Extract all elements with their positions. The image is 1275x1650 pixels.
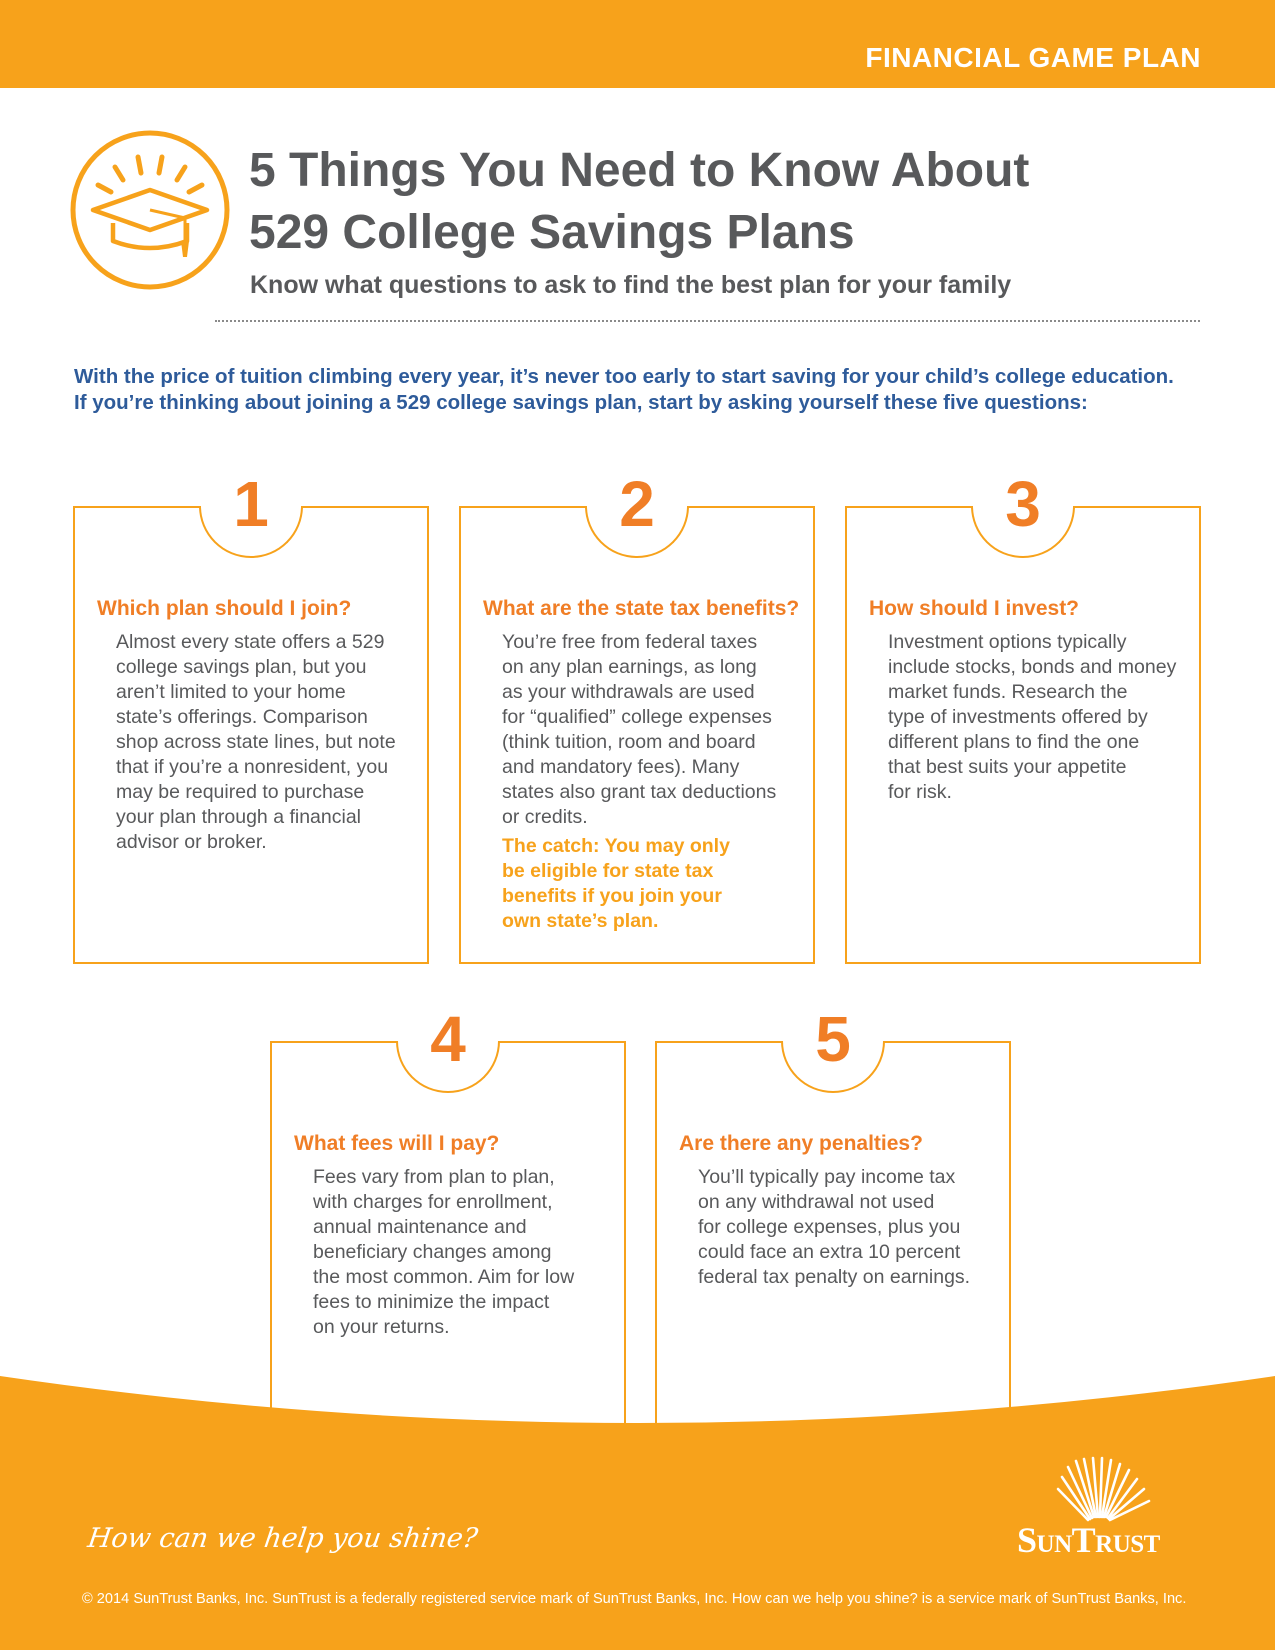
body-line: on any plan earnings, as long xyxy=(502,656,757,678)
body-line: states also grant tax deductions xyxy=(502,781,777,803)
title-line-2: 529 College Savings Plans xyxy=(249,206,855,259)
sunburst-icon xyxy=(1038,1455,1158,1525)
suntrust-logo xyxy=(1010,1455,1190,1565)
body-line: may be required to purchase xyxy=(116,781,365,803)
body-line: different plans to find the one xyxy=(888,731,1140,753)
logo-wordmark: SunTrust xyxy=(1017,1520,1160,1560)
card-number: 4 xyxy=(430,1003,466,1075)
catch-callout xyxy=(502,834,730,934)
body-line: or credits. xyxy=(502,806,588,828)
card-body xyxy=(888,630,1176,805)
body-line: for “qualified” college expenses xyxy=(502,706,772,728)
card-body xyxy=(502,630,776,830)
body-line: that best suits your appetite xyxy=(888,756,1127,778)
card-title: Which plan should I join? xyxy=(97,597,352,620)
question-card-1 xyxy=(73,468,429,964)
copyright-notice: © 2014 SunTrust Banks, Inc. SunTrust is a federally registered service mark of SunTrust Banks, Inc. How can we help you shine? is a service mark of SunTrust Banks, Inc. xyxy=(82,1591,1187,1607)
body-line: beneficiary changes among xyxy=(313,1241,552,1263)
body-line: for risk. xyxy=(888,781,952,803)
body-line: aren’t limited to your home xyxy=(116,681,346,703)
body-line: You’ll typically pay income tax xyxy=(698,1166,956,1188)
body-line: on your returns. xyxy=(313,1316,450,1338)
body-line: college savings plan, but you xyxy=(116,656,367,678)
body-line: state’s offerings. Comparison xyxy=(116,706,368,728)
body-line: include stocks, bonds and money xyxy=(888,656,1177,678)
body-line: the most common. Aim for low xyxy=(313,1266,575,1288)
body-line: market funds. Research the xyxy=(888,681,1128,703)
divider xyxy=(215,320,1200,322)
title-line-1: 5 Things You Need to Know About xyxy=(249,144,1030,197)
graduation-cap-icon xyxy=(65,125,235,295)
card-number: 2 xyxy=(619,468,655,540)
card-body xyxy=(313,1165,574,1340)
header-band xyxy=(0,0,1275,88)
body-line: could face an extra 10 percent xyxy=(698,1241,961,1263)
header-label: FINANCIAL GAME PLAN xyxy=(865,42,1201,73)
catch-line: own state’s plan. xyxy=(502,910,659,932)
body-line: Investment options typically xyxy=(888,631,1127,653)
card-number: 1 xyxy=(233,468,269,540)
body-line: that if you’re a nonresident, you xyxy=(116,756,389,778)
body-line: type of investments offered by xyxy=(888,706,1148,728)
card-body xyxy=(116,630,396,855)
card-title: How should I invest? xyxy=(869,597,1080,620)
card-number: 3 xyxy=(1005,468,1041,540)
body-line: You’re free from federal taxes xyxy=(502,631,758,653)
body-line: advisor or broker. xyxy=(116,831,267,853)
body-line: (think tuition, room and board xyxy=(502,731,756,753)
catch-line: The catch: You may only xyxy=(502,835,730,857)
body-line: Fees vary from plan to plan, xyxy=(313,1166,555,1188)
body-line: Almost every state offers a 529 xyxy=(116,631,385,653)
card-title: Are there any penalties? xyxy=(679,1132,923,1155)
body-line: on any withdrawal not used xyxy=(698,1191,935,1213)
catch-line: benefits if you join your xyxy=(502,885,722,907)
body-line: federal tax penalty on earnings. xyxy=(698,1266,971,1288)
body-line: your plan through a financial xyxy=(116,806,361,828)
page-title xyxy=(249,140,1029,264)
catch-line: be eligible for state tax xyxy=(502,860,714,882)
card-title: What are the state tax benefits? xyxy=(483,597,800,620)
body-line: with charges for enrollment, xyxy=(313,1191,553,1213)
body-line: for college expenses, plus you xyxy=(698,1216,961,1238)
body-line: fees to minimize the impact xyxy=(313,1291,550,1313)
intro-paragraph xyxy=(74,364,1214,416)
question-card-3 xyxy=(845,468,1201,964)
question-card-2 xyxy=(459,468,815,964)
page-subtitle: Know what questions to ask to find the best plan for your family xyxy=(250,271,1012,299)
footer-tagline: How can we help you shine? xyxy=(85,1523,480,1554)
intro-line-2: If you’re thinking about joining a 529 college savings plan, start by asking yourself these five questions: xyxy=(74,391,1088,414)
body-line: annual maintenance and xyxy=(313,1216,527,1238)
card-title: What fees will I pay? xyxy=(294,1132,500,1155)
card-number: 5 xyxy=(815,1003,851,1075)
intro-line-1: With the price of tuition climbing every year, it’s never too early to start saving for your child’s college education. xyxy=(74,365,1174,388)
body-line: as your withdrawals are used xyxy=(502,681,755,703)
body-line: and mandatory fees). Many xyxy=(502,756,740,778)
card-body xyxy=(698,1165,970,1290)
body-line: shop across state lines, but note xyxy=(116,731,396,753)
